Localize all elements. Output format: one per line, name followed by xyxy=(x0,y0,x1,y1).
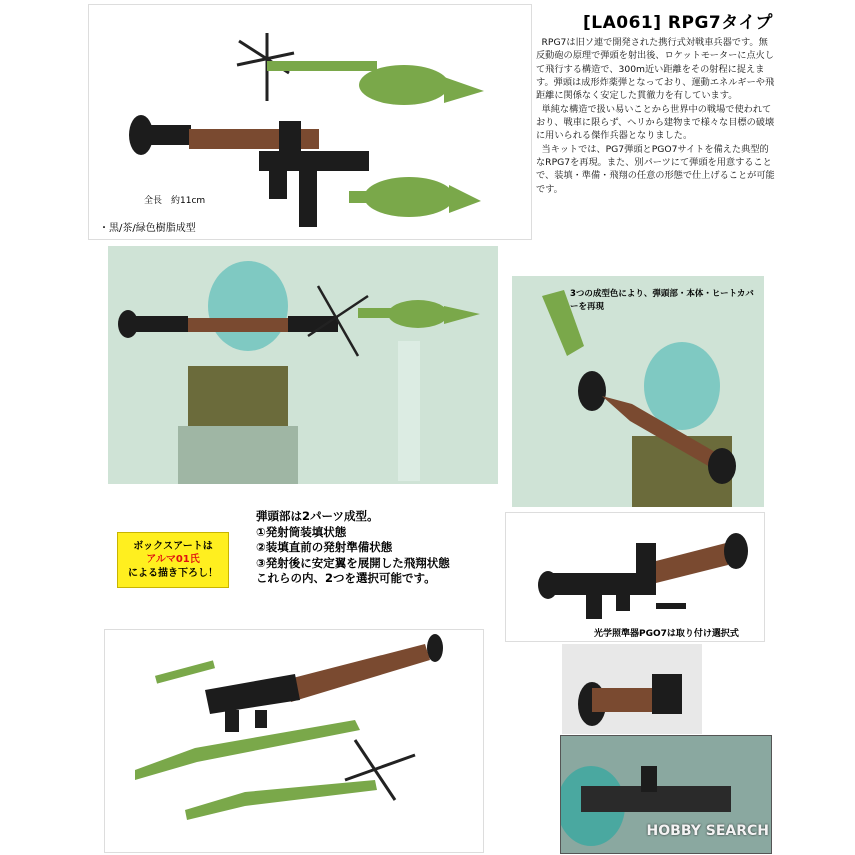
warhead-note: ①発射筒装填状態 xyxy=(256,524,347,539)
warhead-note: これらの内、2つを選択可能です。 xyxy=(256,571,436,586)
box-art-badge xyxy=(117,532,229,588)
page-title: [LA061] RPG7タイプ xyxy=(583,13,773,33)
loaded-warhead-icon xyxy=(349,177,481,217)
warhead-note: ③発射後に安定翼を展開した飛翔状態 xyxy=(256,555,450,570)
box-art-line3: による描き下ろし！ xyxy=(128,567,218,579)
material-caption: ・黒/茶/緑色樹脂成型 xyxy=(99,223,196,234)
box-art-line1: ボックスアートは xyxy=(133,540,213,552)
product-description xyxy=(536,36,776,196)
right-photo-caption: 3つの成型色により、弾頭部・本体・ヒートカバーを再現 xyxy=(570,289,754,312)
rpg-launcher-icon xyxy=(129,115,369,227)
scope-caption: 光学照準器PGO7は取り付け選択式 xyxy=(594,629,739,639)
closeup-photo xyxy=(562,644,702,734)
warhead-note: 弾頭部は2パーツ成型。 xyxy=(256,509,379,523)
length-caption: 全長 約11cm xyxy=(144,196,206,206)
flying-warhead-icon xyxy=(237,33,484,105)
figure-holding-rpg-illustration xyxy=(108,246,498,484)
description-paragraph: 当キットでは、PG7弾頭とPGO7サイトを備えた典型的なRPG7を再現。また、別パーツにて弾頭を用意することで、装填・準備・飛翔の任意の形態で仕上げることが可能です。 xyxy=(536,143,775,195)
top-product-photo xyxy=(88,4,532,240)
closeup-illustration xyxy=(562,644,702,734)
warhead-notes xyxy=(256,509,450,587)
box-art-artist: アルマ01氏 xyxy=(146,554,200,566)
scope-photo xyxy=(505,512,765,642)
parts-photo xyxy=(104,629,484,853)
warhead-note: ②装填直前の発射準備状態 xyxy=(256,540,393,555)
figure-photo-left xyxy=(108,246,498,484)
parts-illustration xyxy=(105,630,483,852)
description-paragraph: RPG7は旧ソ連で開発された携行式対戦車兵器です。無反動砲の原理で弾頭を射出後、ロケットモーターに点火して飛行する構造で、300m近い距離をその射程に捉えます。弾頭は成形炸薬弾となっており、運動エネルギーや飛距離に関係なく安定した貫徹力を有しています。 xyxy=(536,37,775,102)
description-paragraph: 単純な構造で扱い易いことから世界中の戦場で使われており、戦車に限らず、ヘリから建物まで様々な目標の破壊に用いられる傑作兵器となりました。 xyxy=(536,103,775,142)
rpg-with-scope-illustration xyxy=(506,513,764,633)
figure-photo-right xyxy=(512,276,764,507)
watermark: HOBBY SEARCH xyxy=(646,823,769,839)
